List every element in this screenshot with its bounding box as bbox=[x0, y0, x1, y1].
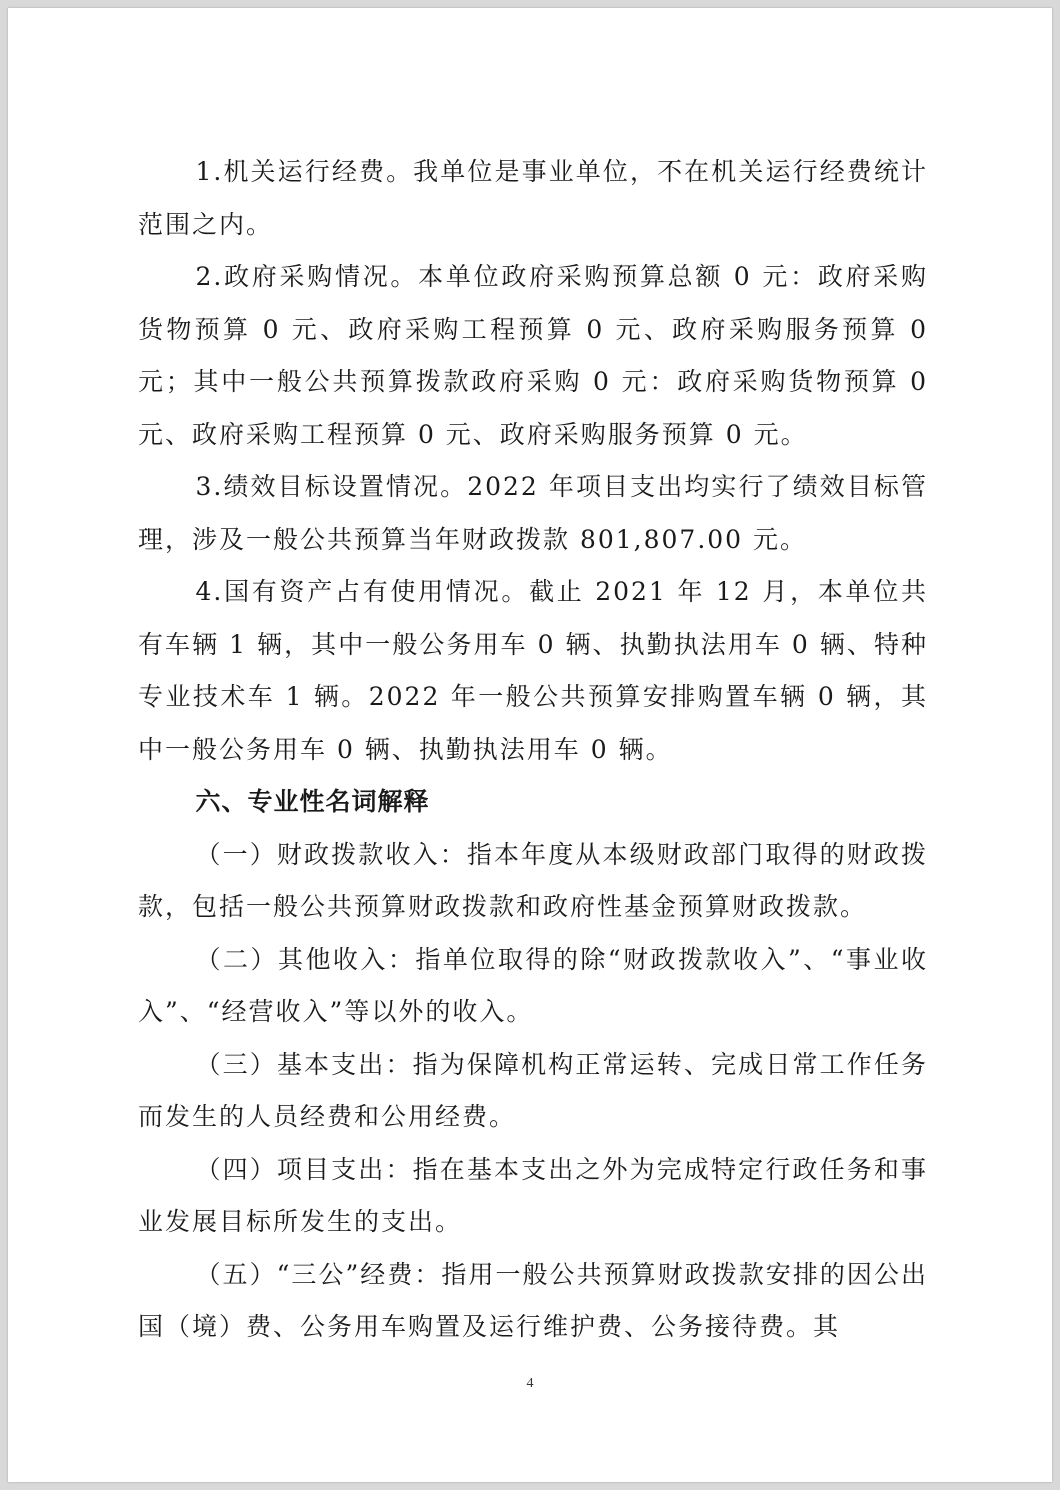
paragraph-state-assets: 4.国有资产占有使用情况。截止 2021 年 12 月，本单位共有车辆 1 辆，其中一般公务用车 0 辆、执勤执法用车 0 辆、特种专业技术车 1 辆。2022 年一般公共预算安排购置车辆 0 辆，其中一般公务用车 0 辆、执勤执法用车 0 辆。 bbox=[138, 577, 928, 764]
paragraph-operating-expenses: 1.机关运行经费。我单位是事业单位，不在机关运行经费统计范围之内。 bbox=[138, 157, 928, 239]
page-number: 4 bbox=[526, 1376, 534, 1391]
paragraph-term-basic-expenditure: （三）基本支出：指为保障机构正常运转、完成日常工作任务而发生的人员经费和公用经费。 bbox=[138, 1049, 928, 1131]
paragraph-term-fiscal-appropriation: （一）财政拨款收入：指本年度从本级财政部门取得的财政拨款，包括一般公共预算财政拨款和政府性基金预算财政拨款。 bbox=[138, 839, 928, 921]
document-body bbox=[138, 146, 928, 1354]
paragraph-term-three-public: （五）“三公”经费：指用一般公共预算财政拨款安排的因公出国（境）费、公务用车购置及运行维护费、公务接待费。其 bbox=[138, 1259, 928, 1341]
document-page bbox=[8, 8, 1052, 1482]
paragraph-term-project-expenditure: （四）项目支出：指在基本支出之外为完成特定行政任务和事业发展目标所发生的支出。 bbox=[138, 1154, 928, 1236]
paragraph-term-other-income: （二）其他收入：指单位取得的除“财政拨款收入”、“事业收入”、“经营收入”等以外的收入。 bbox=[138, 944, 928, 1026]
paragraph-performance-targets: 3.绩效目标设置情况。2022 年项目支出均实行了绩效目标管理，涉及一般公共预算当年财政拨款 801,807.00 元。 bbox=[138, 472, 928, 554]
section-heading-terms: 六、专业性名词解释 bbox=[195, 787, 430, 816]
paragraph-government-procurement: 2.政府采购情况。本单位政府采购预算总额 0 元：政府采购货物预算 0 元、政府采购工程预算 0 元、政府采购服务预算 0 元；其中一般公共预算拨款政府采购 0 元：政府采购货物预算 0 元、政府采购工程预算 0 元、政府采购服务预算 0 元。 bbox=[138, 262, 928, 449]
